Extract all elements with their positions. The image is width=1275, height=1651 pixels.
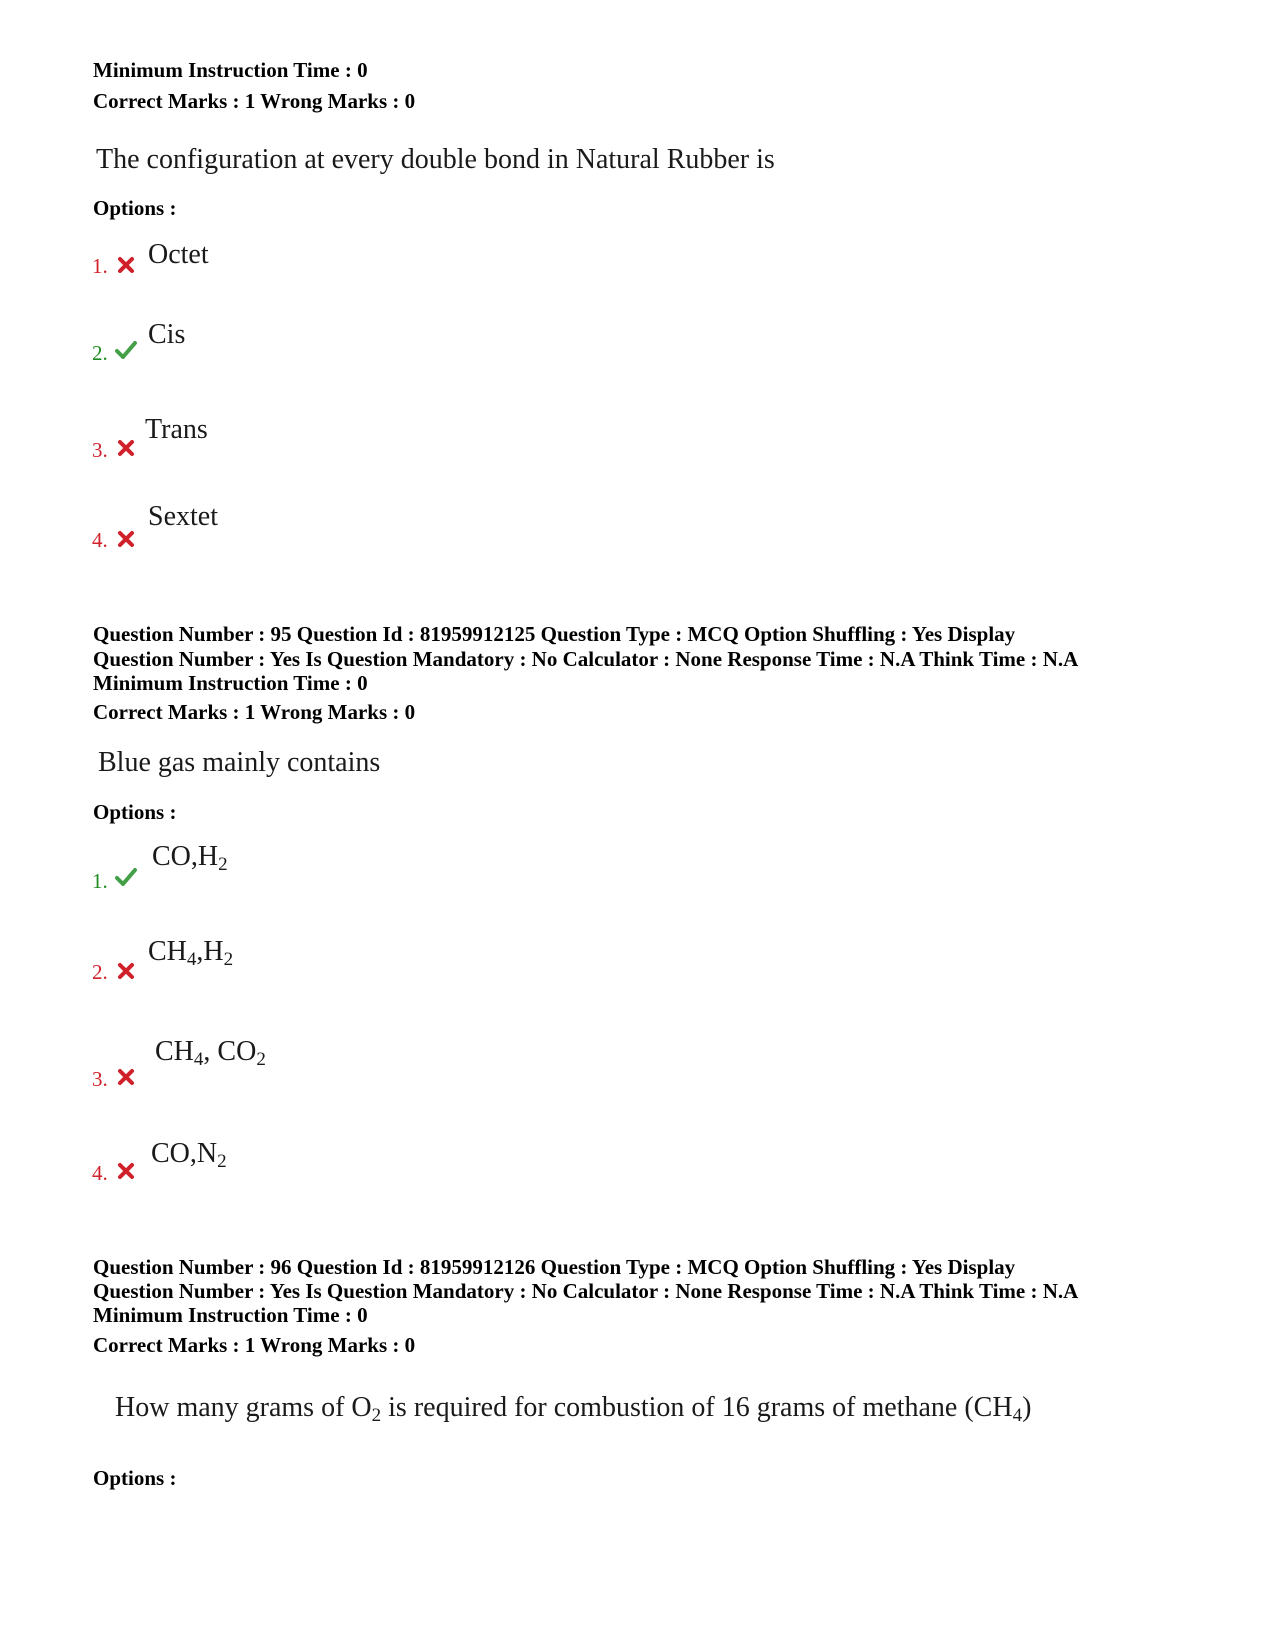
option-text: Trans <box>145 414 208 445</box>
formula-part: CO,H <box>152 841 219 872</box>
min-instruction-time: Minimum Instruction Time : 0 <box>93 58 368 82</box>
option-text <box>148 935 233 969</box>
marks-info: Correct Marks : 1 Wrong Marks : 0 <box>93 1333 416 1357</box>
cross-icon <box>117 1162 135 1180</box>
marks-info: Correct Marks : 1 Wrong Marks : 0 <box>93 89 416 113</box>
cross-icon <box>117 1068 135 1086</box>
option-text: Sextet <box>148 501 218 532</box>
question-part: ) <box>1022 1392 1032 1423</box>
question-part: How many grams of O <box>115 1392 372 1423</box>
formula-subscript: 4 <box>1012 1404 1023 1426</box>
formula-subscript: 2 <box>256 1048 266 1070</box>
options-label: Options : <box>93 196 177 220</box>
cross-icon <box>117 530 135 548</box>
formula-part: CH <box>148 936 187 967</box>
cross-icon <box>117 439 135 457</box>
check-icon <box>115 341 137 359</box>
question-text: The configuration at every double bond in Natural Rubber is <box>96 144 775 175</box>
formula-subscript: 4 <box>193 1048 204 1070</box>
option-number: 4. <box>92 1161 108 1185</box>
formula-subscript: 2 <box>217 1150 227 1172</box>
formula-part: , CO <box>203 1036 257 1067</box>
option-text: Octet <box>148 239 209 270</box>
formula-subscript: 2 <box>218 853 228 875</box>
option-number: 1. <box>92 254 108 278</box>
min-instruction-time: Minimum Instruction Time : 0 <box>93 1303 368 1327</box>
question-meta-line2: Question Number : Yes Is Question Mandatory : No Calculator : None Response Time : N.A Think Time : N.A <box>93 647 1079 671</box>
formula-part: CH <box>155 1036 194 1067</box>
option-number: 3. <box>92 1067 108 1091</box>
marks-info: Correct Marks : 1 Wrong Marks : 0 <box>93 700 416 724</box>
question-meta-line1: Question Number : 96 Question Id : 81959912126 Question Type : MCQ Option Shuffling : Yes Display <box>93 1255 1016 1279</box>
check-icon <box>115 868 137 886</box>
question-meta-line2: Question Number : Yes Is Question Mandatory : No Calculator : None Response Time : N.A Think Time : N.A <box>93 1279 1079 1303</box>
option-text <box>155 1035 266 1069</box>
options-label: Options : <box>93 800 177 824</box>
formula-part: CO,N <box>151 1138 218 1169</box>
option-number: 1. <box>92 869 108 893</box>
question-part: is required for combustion of 16 grams of methane (CH <box>381 1392 1013 1423</box>
min-instruction-time: Minimum Instruction Time : 0 <box>93 671 368 695</box>
option-text <box>152 840 228 874</box>
question-text: Blue gas mainly contains <box>98 747 381 778</box>
option-number: 2. <box>92 341 108 365</box>
option-text <box>151 1137 227 1171</box>
question-meta-line1: Question Number : 95 Question Id : 81959912125 Question Type : MCQ Option Shuffling : Yes Display <box>93 622 1016 646</box>
option-number: 2. <box>92 960 108 984</box>
formula-subscript: 4 <box>186 948 197 970</box>
formula-subscript: 2 <box>371 1404 382 1426</box>
options-label: Options : <box>93 1466 177 1490</box>
question-text <box>115 1391 1031 1425</box>
option-number: 3. <box>92 438 108 462</box>
cross-icon <box>117 962 135 980</box>
cross-icon <box>117 256 135 274</box>
option-text: Cis <box>148 319 186 350</box>
formula-part: ,H <box>196 936 224 967</box>
formula-subscript: 2 <box>223 948 234 970</box>
option-number: 4. <box>92 528 108 552</box>
